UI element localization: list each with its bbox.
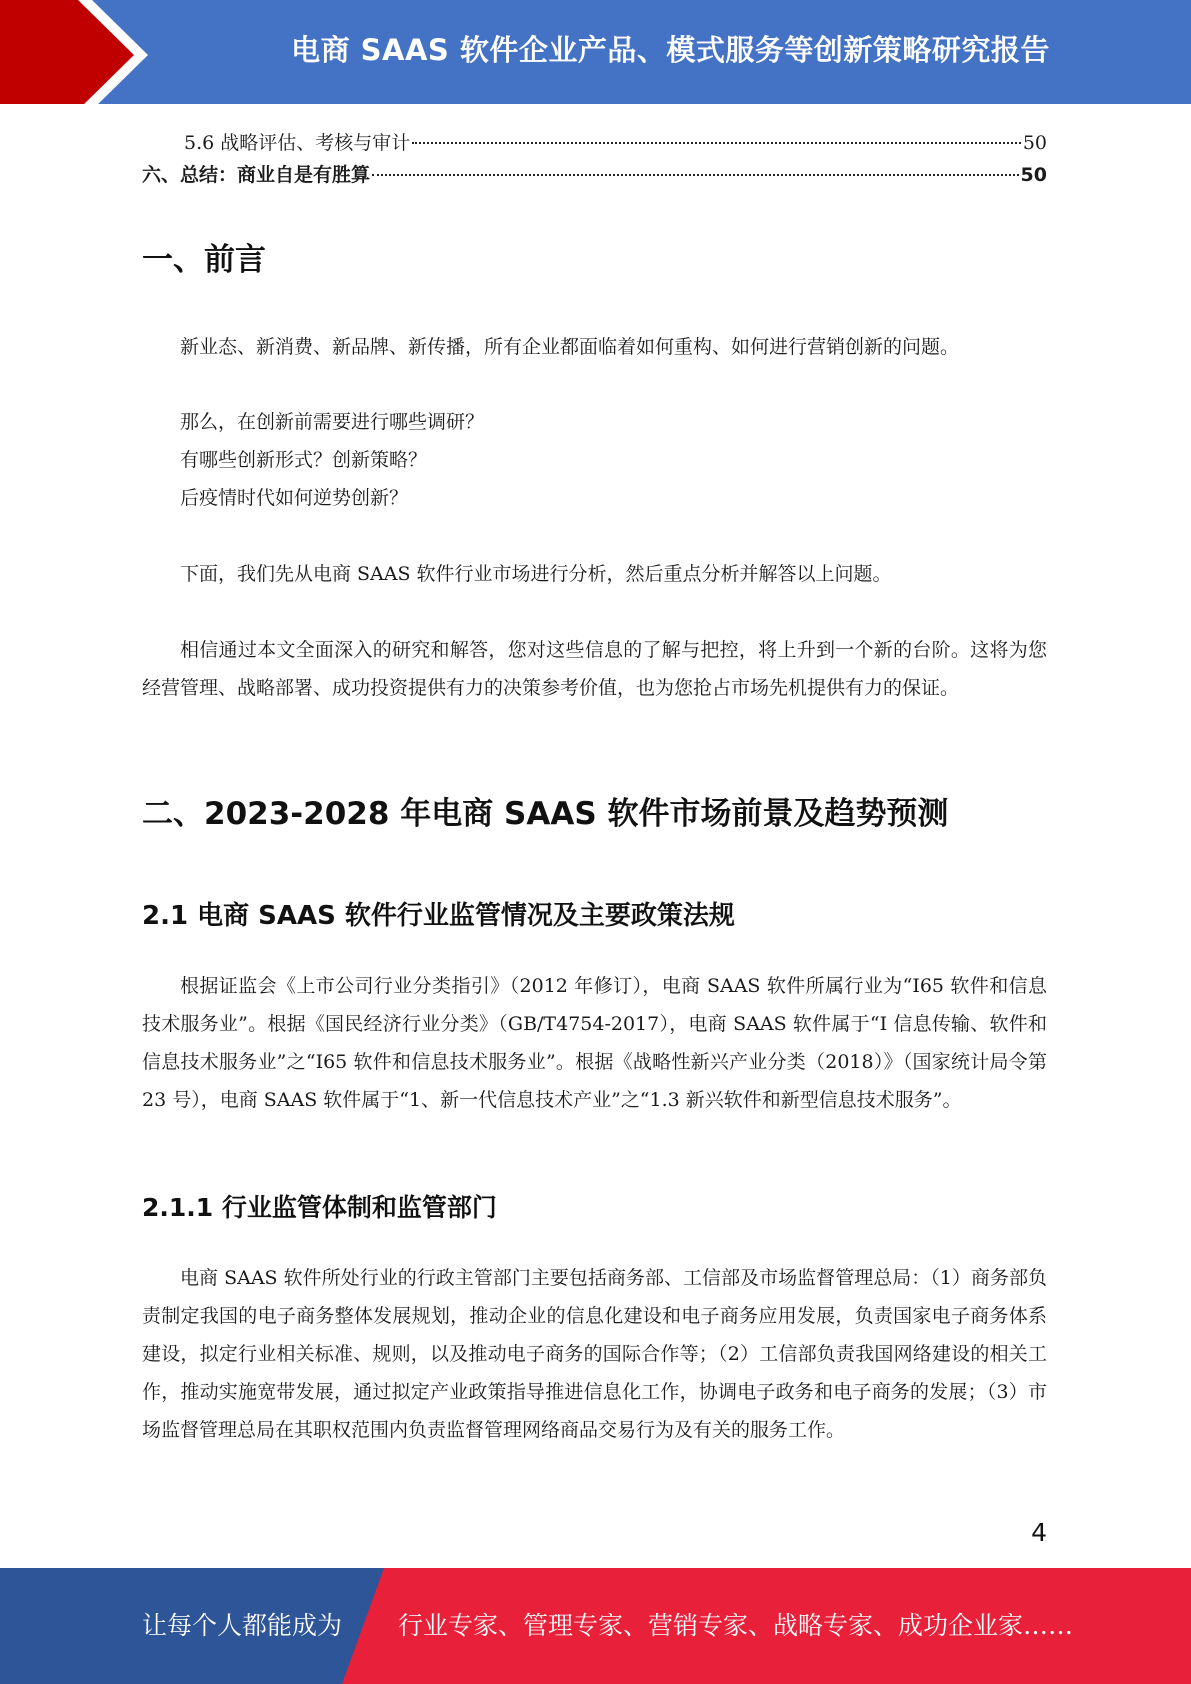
page-number: 4	[1031, 1518, 1047, 1547]
table-of-contents	[142, 128, 1047, 192]
subsection-heading-2-1-1: 2.1.1 行业监管体制和监管部门	[142, 1193, 497, 1222]
subsection-2-1-1-paragraph: 电商 SAAS 软件所处行业的行政主管部门主要包括商务部、工信部及市场监督管理总局：（1）商务部负责制定我国的电子商务整体发展规划，推动企业的信息化建设和电子商务应用发展，负责国家电子商务体系建设，拟定行业相关标准、规则，以及推动电子商务的国际合作等；（2）工信部负责我国网络建设的相关工作，推动实施宽带发展，通过拟定产业政策指导推进信息化工作，协调电子政务和电子商务的发展；（3）市场监督管理总局在其职权范围内负责监督管理网络商品交易行为及有关的服务工作。	[142, 1267, 1047, 1441]
toc-entry-label: 5.6 战略评估、考核与审计	[184, 132, 411, 154]
subsection-heading-2-1: 2.1 电商 SAAS 软件行业监管情况及主要政策法规	[142, 901, 735, 931]
toc-entry[interactable]	[142, 128, 1047, 160]
toc-entry-page: 50	[1020, 164, 1047, 186]
report-title: 电商 SAAS 软件企业产品、模式服务等创新策略研究报告	[291, 33, 1050, 67]
toc-entry-label: 六、总结：商业自是有胜算	[142, 164, 371, 186]
toc-leader-dots	[412, 142, 1021, 144]
page-header	[0, 0, 1191, 110]
subsection-2-1-paragraph: 根据证监会《上市公司行业分类指引》（2012 年修订），电商 SAAS 软件所属行业为“I65 软件和信息技术服务业”。根据《国民经济行业分类》（GB/T4754-2017），电商 SAAS 软件属于“I 信息传输、软件和信息技术服务业”之“I65 软件和信息技术服务业”。根据《战略性新兴产业分类（2018）》（国家统计局令第 23 号），电商 SAAS 软件属于“1、新一代信息技术产业”之“1.3 新兴软件和新型信息技术服务”。	[142, 975, 1047, 1111]
preface-paragraph: 新业态、新消费、新品牌、新传播，所有企业都面临着如何重构、如何进行营销创新的问题。	[180, 336, 960, 358]
footer-slogan-right: 行业专家、管理专家、营销专家、战略专家、成功企业家……	[398, 1611, 1074, 1640]
footer-slogan-left: 让每个人都能成为	[142, 1611, 343, 1640]
page-footer	[0, 1568, 1191, 1684]
preface-question: 后疫情时代如何逆势创新？	[180, 487, 409, 509]
toc-entry-page: 50	[1022, 132, 1047, 154]
preface-paragraph: 相信通过本文全面深入的研究和解答，您对这些信息的了解与把控，将上升到一个新的台阶。这将为您经营管理、战略部署、成功投资提供有力的决策参考价值，也为您抢占市场先机提供有力的保证。	[142, 639, 1047, 699]
section-heading-preface: 一、前言	[142, 242, 266, 278]
preface-paragraph: 下面，我们先从电商 SAAS 软件行业市场进行分析，然后重点分析并解答以上问题。	[180, 563, 892, 585]
toc-entry[interactable]	[142, 160, 1047, 192]
section-heading-forecast: 二、2023-2028 年电商 SAAS 软件市场前景及趋势预测	[142, 796, 949, 832]
preface-question: 有哪些创新形式？创新策略？	[180, 449, 428, 471]
preface-question: 那么，在创新前需要进行哪些调研？	[180, 411, 485, 433]
toc-leader-dots	[372, 174, 1019, 176]
